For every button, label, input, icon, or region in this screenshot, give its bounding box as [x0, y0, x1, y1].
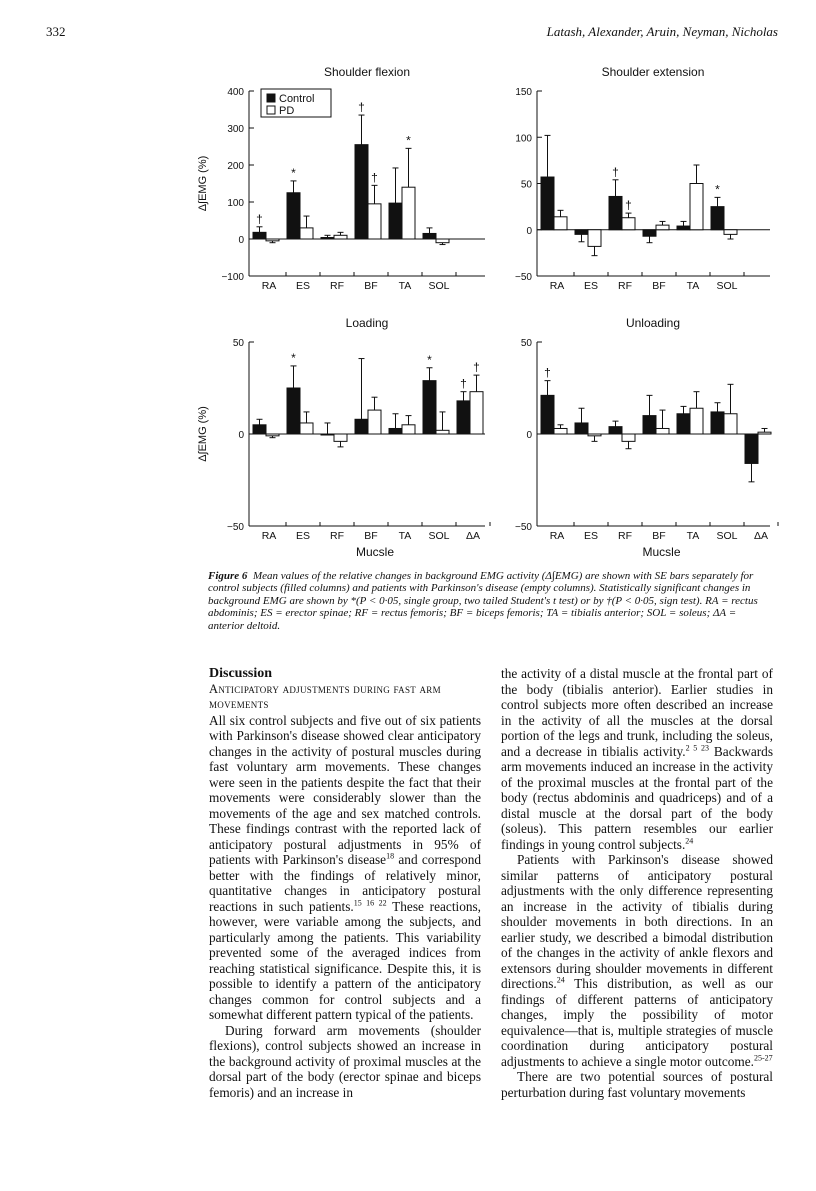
bar: [758, 432, 771, 434]
x-tick-label: RA: [549, 280, 565, 292]
x-tick-label: RA: [549, 530, 565, 542]
bar: [253, 425, 266, 434]
y-tick-label: 50: [232, 338, 244, 349]
bar: [677, 226, 690, 230]
y-tick-label: 300: [227, 124, 244, 135]
bar: [287, 193, 300, 239]
bar: [402, 187, 415, 239]
y-tick-label: −50: [515, 522, 532, 533]
significance-marker: †: [256, 211, 263, 226]
bar: [266, 434, 279, 436]
legend-label: Control: [279, 93, 315, 105]
bar: [541, 395, 554, 434]
paragraph: There are two potential sources of postural perturbation during fast voluntary movements: [501, 1069, 773, 1100]
citation: 25-27: [753, 1053, 773, 1063]
y-tick-label: 0: [238, 430, 244, 441]
bar: [643, 416, 656, 434]
bar: [588, 230, 601, 247]
chart-title: Shoulder flexion: [323, 65, 411, 79]
y-tick-label: 0: [526, 225, 532, 237]
significance-marker: *: [291, 350, 296, 365]
y-tick-label: 50: [520, 338, 532, 349]
legend-swatch: [267, 106, 275, 114]
bar: [656, 225, 669, 230]
significance-marker: *: [406, 133, 411, 148]
bar: [677, 414, 690, 434]
significance-marker: †: [460, 376, 467, 391]
bar: [402, 425, 415, 434]
bar: [368, 410, 381, 434]
x-tick-label: BF: [364, 530, 378, 542]
significance-marker: †: [612, 164, 619, 179]
running-head: Latash, Alexander, Aruin, Neyman, Nicholas: [546, 24, 778, 39]
bar: [368, 204, 381, 239]
bar: [643, 230, 656, 236]
bar: [711, 412, 724, 434]
bar: [470, 392, 483, 434]
bar: [690, 184, 703, 230]
bar: [436, 239, 449, 243]
chart-title: Unloading: [625, 316, 681, 330]
y-tick-label: 50: [520, 179, 532, 191]
bar: [266, 239, 279, 241]
x-tick-label: SOL: [716, 530, 738, 542]
y-tick-label: 200: [227, 161, 244, 172]
significance-marker: *: [715, 182, 720, 197]
bar: [609, 427, 622, 434]
bar: [554, 217, 567, 230]
bar: [355, 145, 368, 239]
x-axis-label: Mucsle: [355, 545, 395, 559]
bar: [457, 401, 470, 434]
bar: [253, 232, 266, 239]
legend-label: PD: [279, 105, 295, 117]
bar: [622, 218, 635, 230]
section-heading: Discussion: [209, 666, 273, 681]
bar: [321, 238, 334, 239]
bar: [300, 228, 313, 239]
caption-text: Mean values of the relative changes in background EMG activity (Δ∫EMG) are shown with SE bars separately for control subjects (filled columns) and patients with Parkinson's disease (empty columns). Statistically significant changes in background EMG are shown by *(P < 0·05, single group, two tailed Student's t test) or by †(P < 0·05, sign test). RA = rectus abdominis; ES = erector spinae; RF = rectus femoris; BF = biceps femoris; TA = tibialis anterior; SOL = soleus; ΔA = anterior deltoid.: [208, 570, 758, 632]
page-number: 332: [46, 24, 66, 39]
bar: [656, 428, 669, 434]
bar: [355, 419, 368, 434]
x-tick-label: ES: [295, 280, 311, 292]
bar: [724, 414, 737, 434]
x-tick-label: TA: [398, 280, 412, 292]
x-tick-label: SOL: [428, 280, 450, 292]
bar: [321, 434, 334, 435]
x-tick-label: RF: [618, 530, 632, 542]
x-tick-label: RA: [261, 530, 277, 542]
x-tick-label: BF: [364, 280, 378, 292]
x-tick-label: RF: [618, 280, 632, 292]
paragraph: All six control subjects and five out of six patients with Parkinson's disease showed clear anticipatory changes in the activity of postural muscles during fast voluntary arm movements. These changes were seen in the patients despite the fact that their movements were considerably slower than the movements of the age and sex matched controls. These findings contrast with the reported lack of anticipatory postural adjustments in 95% of patients with Parkinson's disease$^{18}$ and correspond better with the findings of relatively minor, quantitative changes in anticipatory postural reactions in such patients.$^{15 16 22}$ These reactions, however, were variable among the subjects, and particularly among the patients. This variability prevented some of the averaged indices from reaching statistical significance. Despite this, it is possible to identify a pattern of the anticipatory changes common for control subjects and a somewhat different pattern typical of the patients.: [209, 712, 481, 1022]
x-tick-label: ΔA: [465, 530, 481, 542]
bar: [554, 428, 567, 434]
citation: 15 16 22: [353, 898, 387, 908]
y-tick-label: 400: [227, 87, 244, 98]
bar: [745, 434, 758, 463]
x-tick-label: TA: [398, 530, 412, 542]
bar: [389, 428, 402, 434]
x-tick-label: TA: [686, 530, 700, 542]
paragraph: Patients with Parkinson's disease showed similar patterns of anticipatory postural adjustments with the only difference representing an increase in the activity of tibialis during shoulder movements in both directions. In an earlier study, we described a bimodal distribution of the changes in the activity of ankle flexors and extensors during shoulder movements in different directions.$^{24}$ This distribution, as well as our findings of different patterns of anticipatory changes, imply the possibility of motor equivalence—that is, multiple strategies of muscle coordination during anticipatory postural adjustments to achieve a single motor outcome.$^{25-27}$: [501, 852, 773, 1069]
legend-swatch: [267, 94, 275, 102]
bar: [423, 381, 436, 434]
bar: [334, 434, 347, 441]
significance-marker: *: [291, 165, 296, 180]
y-tick-label: 0: [526, 430, 532, 441]
text-column-left: [209, 666, 481, 1100]
x-tick-label: RA: [261, 280, 277, 292]
x-tick-label: ΔA: [753, 530, 769, 542]
x-tick-label: SOL: [428, 530, 450, 542]
significance-marker: †: [625, 198, 632, 213]
y-tick-label: 100: [227, 198, 244, 209]
bar: [724, 230, 737, 235]
bar: [575, 423, 588, 434]
significance-marker: †: [358, 100, 365, 115]
bar: [423, 233, 436, 239]
bar: [609, 196, 622, 229]
y-axis-label: Δ∫EMG (%): [197, 406, 209, 462]
x-tick-label: BF: [652, 280, 666, 292]
paragraph: During forward arm movements (shoulder flexions), control subjects showed an increase in the background activity of proximal muscles at the dorsal part of the body (erector spinae and biceps femoris) and an increase in: [209, 1022, 481, 1100]
subsection-heading: Anticipatory adjustments during fast arm movements: [209, 681, 441, 711]
bar: [334, 235, 347, 239]
citation: 2 5 23: [685, 743, 709, 753]
bar: [588, 434, 601, 436]
bar: [436, 430, 449, 434]
x-tick-label: RF: [330, 530, 344, 542]
y-tick-label: −100: [221, 272, 244, 283]
bar: [300, 423, 313, 434]
bar: [711, 207, 724, 230]
x-tick-label: SOL: [716, 280, 738, 292]
y-tick-label: −50: [515, 272, 532, 283]
caption-label: Figure 6: [208, 570, 248, 582]
x-tick-label: ES: [295, 530, 311, 542]
x-axis-label: Mucsle: [642, 545, 681, 559]
paragraph: the activity of a distal muscle at the frontal part of the body (tibialis anterior). Earlier studies in control subjects more often described an increase in the activity of all the muscles at the dorsal portion of the legs and trunk, including the soleus, and a decrease in tibialis activity.$^{2 5 23}$ Backwards arm movements induced an increase in the activity of the proximal muscles at the frontal part of the body (rectus abdominis and quadriceps) and of a distal muscle at the dorsal part of the body (soleus). This pattern resembles our earlier findings in young control subjects.$^{24}$: [501, 666, 774, 852]
significance-marker: †: [473, 360, 480, 375]
significance-marker: †: [371, 170, 378, 185]
chart-title: Loading: [345, 316, 389, 330]
citation: 18: [386, 851, 395, 861]
bar: [541, 177, 554, 230]
x-tick-label: BF: [652, 530, 666, 542]
x-tick-label: ES: [583, 530, 599, 542]
y-tick-label: 100: [515, 133, 532, 145]
chart-title: Shoulder extension: [601, 65, 705, 79]
bar: [690, 408, 703, 434]
bar: [287, 388, 300, 434]
x-tick-label: RF: [330, 280, 344, 292]
text-column-right: [501, 666, 773, 1100]
y-tick-label: 0: [238, 235, 244, 246]
x-tick-label: ES: [583, 280, 599, 292]
y-axis-label: Δ∫EMG (%): [197, 155, 209, 212]
bar: [622, 434, 635, 441]
y-tick-label: −50: [227, 522, 244, 533]
bar: [389, 203, 402, 239]
figure-6: [0, 0, 816, 566]
significance-marker: †: [544, 365, 551, 380]
citation: 24: [556, 975, 565, 985]
citation: 24: [685, 836, 694, 846]
bar: [575, 230, 588, 235]
y-tick-label: 150: [515, 87, 532, 98]
significance-marker: *: [427, 352, 432, 367]
x-tick-label: TA: [686, 280, 700, 292]
figure-caption: [208, 570, 774, 632]
